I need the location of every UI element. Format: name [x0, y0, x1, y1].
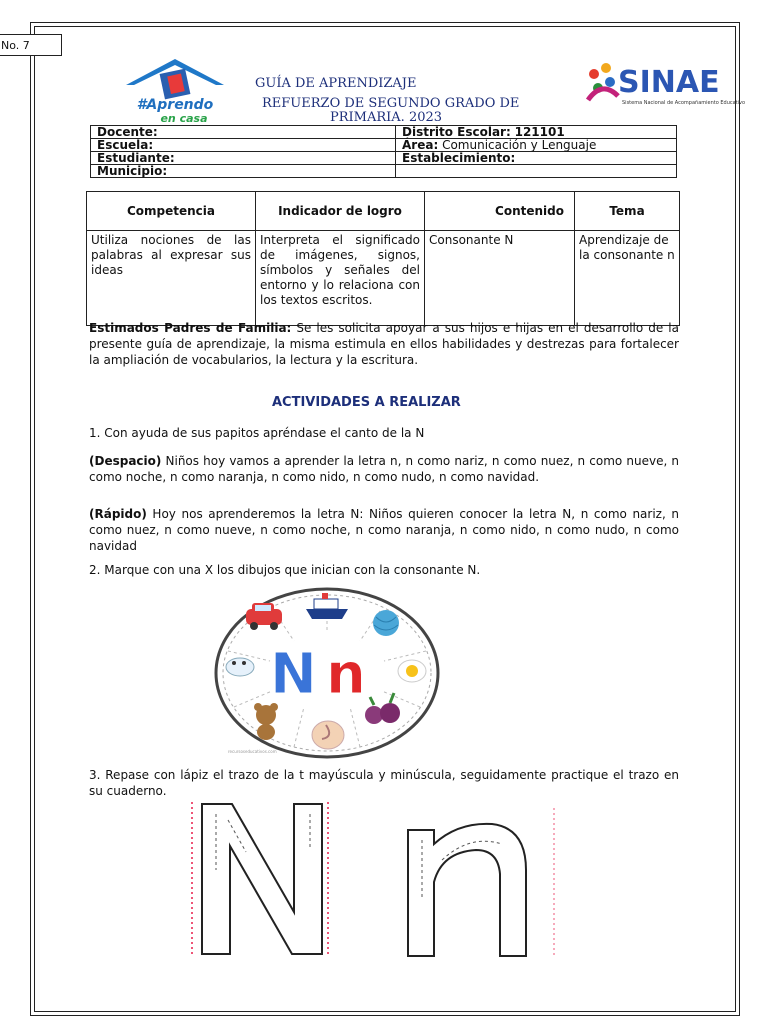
contenido-cell: Consonante N: [425, 231, 575, 326]
indicador-cell: Interpreta el significado de imágenes, signos, símbolos y señales del entorno y lo relaciona con los textos escritos.: [256, 231, 425, 326]
competency-table: [86, 191, 680, 326]
rapido-paragraph: (Rápido) Hoy nos aprenderemos la letra N: Niños quieren conocer la letra N, n como nariz, n como nuez, n como nueve, n como noche, n como naranja, n como nido, n como nudo, n como navidad: [89, 507, 679, 553]
letter-n-picture-wheel: [214, 587, 440, 759]
header-indicador: Indicador de logro: [256, 192, 425, 231]
tema-cell: Aprendizaje de la consonante n: [575, 231, 680, 326]
wheel-uppercase-n: N: [270, 642, 317, 707]
escuela-field[interactable]: Escuela:: [91, 139, 396, 152]
header-contenido: Contenido: [425, 192, 575, 231]
intro-paragraph: Estimados Padres de Familia: Se les solicita apoyar a sus hijos e hijas en el desarrollo de la presente guía de aprendizaje, la misma estimula en ellos habilidades y destrezas para fortalecer la ampliación de vocabularios, la lectura y la escritura.: [89, 321, 679, 367]
wheel-lowercase-n: n: [326, 642, 366, 707]
tracing-letters: [180, 800, 570, 960]
svg-text:en casa: en casa: [160, 112, 208, 125]
sinae-logo-caption: Sistema Nacional de Acompañamiento Educativo: [622, 100, 746, 106]
competencia-cell: Utiliza nociones de las palabras al expresar sus ideas: [87, 231, 256, 326]
guide-subtitle-line1: REFUERZO DE SEGUNDO GRADO DE: [262, 96, 520, 111]
activity-2: 2. Marque con una X los dibujos que inician con la consonante N.: [89, 563, 481, 577]
municipio-field[interactable]: Municipio:: [91, 165, 396, 178]
guide-subtitle-line2: PRIMARIA. 2023: [330, 110, 443, 125]
sinae-logo-text: SINAE: [618, 65, 720, 100]
guide-title: GUÍA DE APRENDIZAJE: [255, 76, 417, 91]
activities-heading: ACTIVIDADES A REALIZAR: [272, 395, 461, 410]
nose-icon: [312, 721, 344, 749]
establecimiento-field[interactable]: Establecimiento:: [396, 152, 677, 165]
distrito-field: Distrito Escolar: 121101: [396, 126, 677, 139]
activity-3: 3. Repase con lápiz el trazo de la t mayúscula y minúscula, seguidamente practique el trazo en su cuaderno.: [89, 768, 679, 798]
fried-egg-icon: [398, 660, 426, 682]
header-tema: Tema: [575, 192, 680, 231]
aprendo-en-casa-logo: [122, 55, 228, 125]
yarn-ball-icon: [373, 610, 399, 636]
activity-1: 1. Con ayuda de sus papitos apréndase el canto de la N: [89, 426, 425, 440]
student-info-table: [90, 125, 677, 178]
tracing-uppercase-n: [202, 804, 322, 954]
docente-field[interactable]: Docente:: [91, 126, 396, 139]
header-competencia: Competencia: [87, 192, 256, 231]
tracing-lowercase-n: [408, 824, 526, 956]
estudiante-field[interactable]: Estudiante:: [91, 152, 396, 165]
sinae-logo: [584, 60, 746, 112]
cloud-icon: [226, 658, 254, 676]
area-field: Área: Comunicación y Lenguaje: [396, 139, 677, 152]
logo-aprendo-text: #Aprendo: [136, 97, 214, 113]
despacio-paragraph: (Despacio) Niños hoy vamos a aprender la letra n, n como nariz, n como nuez, n como nueve, n como noche, n como naranja, n como nido, n como nudo, n como navidad.: [89, 454, 679, 484]
guide-number-badge: No. 7: [0, 34, 62, 56]
wheel-watermark: recursoseducativos.com: [228, 749, 277, 754]
